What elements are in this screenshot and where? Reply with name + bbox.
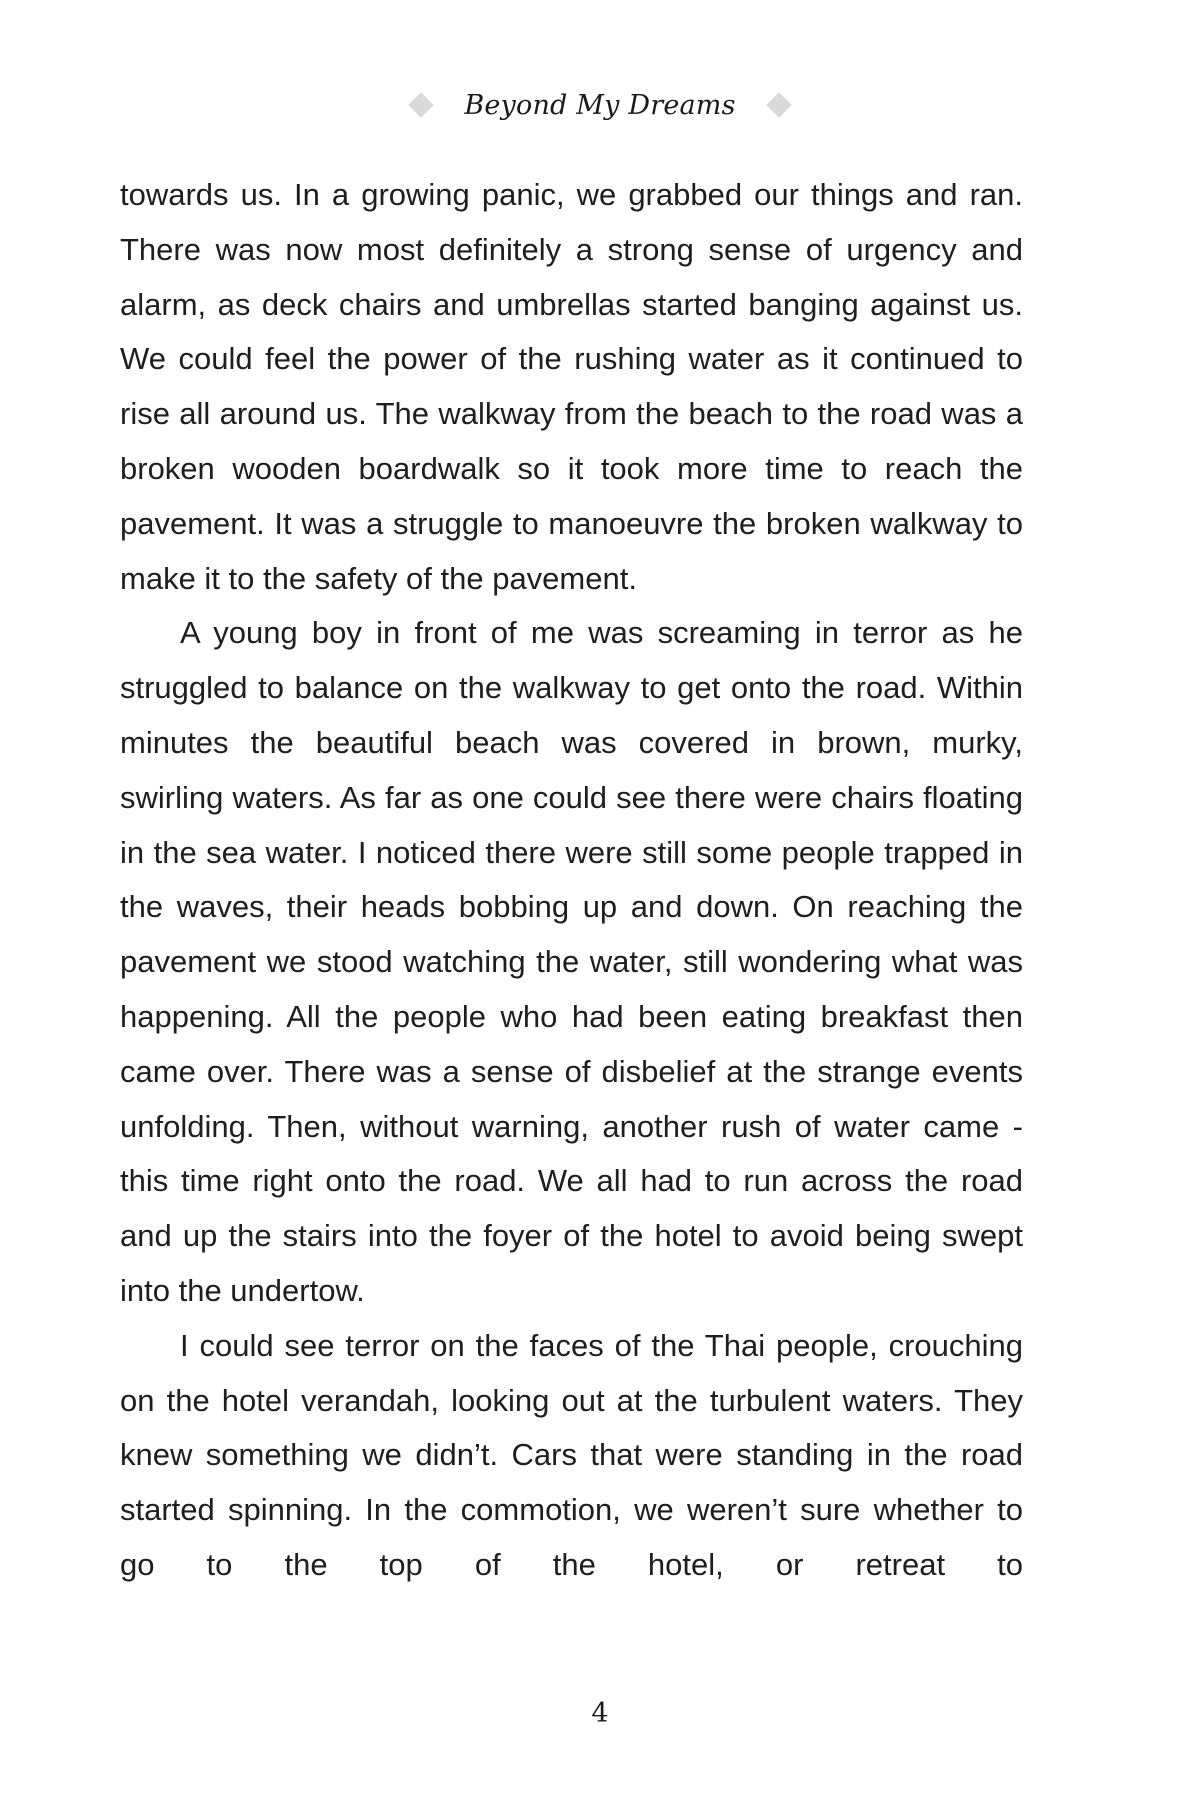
diamond-icon — [409, 92, 434, 117]
page-number: 4 — [591, 1698, 609, 1729]
paragraph-continued: towards us. In a growing panic, we grabbed our things and ran. There was now most definitely a strong sense of urgency and alarm, as deck chairs and umbrellas started banging against us. We could feel the power of the rushing water as it continued to rise all around us. The walkway from the beach to the road was a broken wooden boardwalk so it took more time to reach the pavement. It was a struggle to manoeuvre the broken walkway to make it to the safety of the pavement. — [120, 177, 1023, 596]
paragraph: A young boy in front of me was screaming in terror as he struggled to balance on the walkway to get onto the road. Within minutes the beautiful beach was covered in brown, murky, swirling waters. As far as one could see there were chairs floating in the sea water. I noticed there were still some people trapped in the waves, their heads bobbing up and down. On reaching the pavement we stood watching the water, still wondering what was happening. All the people who had been eating breakfast then came over. There was a sense of disbelief at the strange events unfolding. Then, without warning, another rush of water came - this time right onto the road. We all had to run across the road and up the stairs into the foyer of the hotel to avoid being swept into the undertow. — [120, 615, 1023, 1308]
running-header — [0, 82, 1200, 128]
diamond-icon — [766, 92, 791, 117]
paragraph-continues: I could see terror on the faces of the Thai people, crouching on the hotel verandah, looking out at the turbulent waters. They knew something we didn’t. Cars that were standing in the road started spinning. In the commotion, we weren’t sure whether to go to the top of the hotel, or retreat to — [120, 1327, 1023, 1582]
page-body — [120, 168, 1023, 1593]
book-title: Beyond My Dreams — [464, 89, 736, 121]
